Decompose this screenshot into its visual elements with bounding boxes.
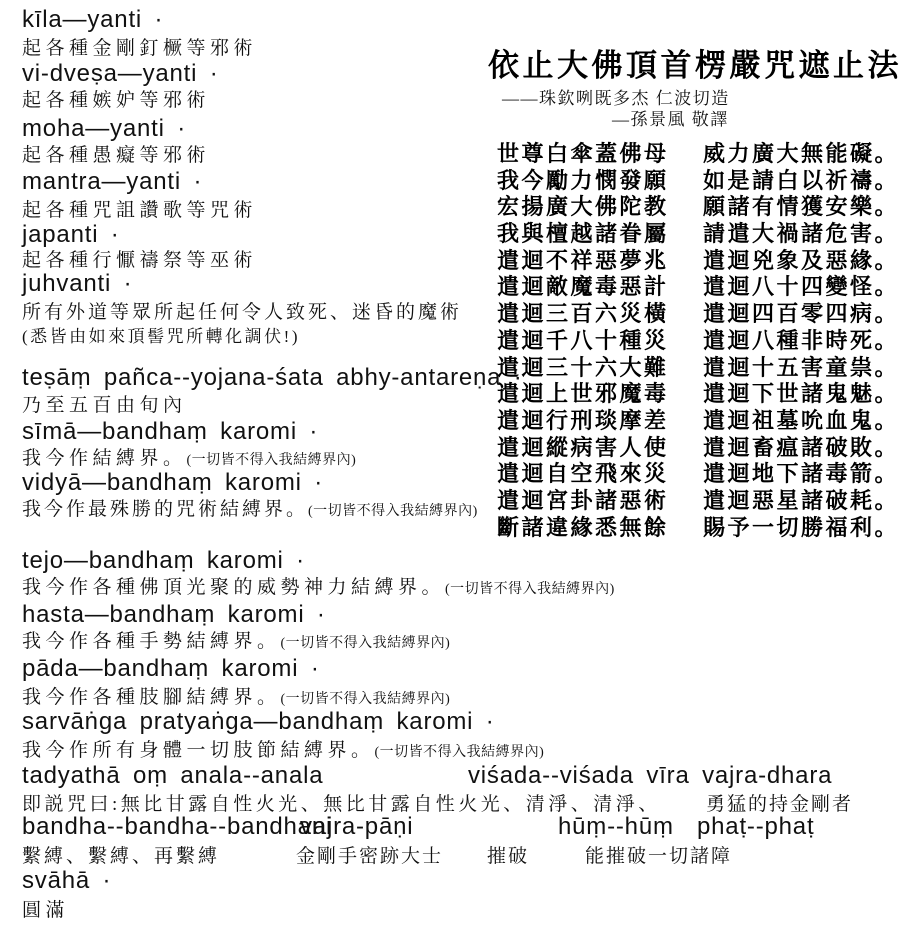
page-title: 依止大佛頂首楞嚴咒遮止法 xyxy=(488,48,902,83)
chinese-translation-line: 起各種愚癡等邪術 xyxy=(22,145,211,166)
verse-line: 威力廣大無能礙。 xyxy=(703,141,900,166)
chinese-translation-line xyxy=(22,494,478,521)
chinese-translation-line: 起各種咒詛讚歌等咒術 xyxy=(22,200,258,221)
verse-line: 遣迴惡星諸破耗。 xyxy=(703,487,900,513)
verse-line: 遣迴十五害童祟。 xyxy=(703,354,900,380)
sanskrit-line: sīmā—bandhaṃ karomi · xyxy=(22,418,319,445)
translation-main: 我今作各種手勢結縛界。 xyxy=(22,631,281,652)
chinese-translation-line: 所有外道等眾所起任何令人致死、迷昏的魔術 xyxy=(22,302,463,323)
chinese-translation-line: 起各種金剛釘橛等邪術 xyxy=(22,38,258,59)
verse-line: 遣迴八十四變怪。 xyxy=(703,274,900,300)
sanskrit-line: vidyā—bandhaṃ karomi · xyxy=(22,469,324,496)
verse-line: 宏揚廣大佛陀教 xyxy=(497,194,669,220)
sanskrit-line: juhvanti · xyxy=(22,270,133,297)
chinese-translation-line: 勇猛的持金剛者 xyxy=(706,794,854,815)
verse-line: 遣迴不祥惡夢兆 xyxy=(497,247,669,273)
author-line: ——珠欽咧既多杰 仁波切造 xyxy=(502,89,730,108)
sanskrit-line: svāhā · xyxy=(22,867,112,894)
translation-main: 我今作結縛界。 xyxy=(22,448,187,469)
verse-line: 如是請白以祈禱。 xyxy=(703,167,900,193)
chinese-note-line: (悉皆由如來頂髻咒所轉化調伏!) xyxy=(22,327,300,346)
translation-main: 我今作所有身體一切肢節結縛界。 xyxy=(22,740,375,761)
translation-paren: (一切皆不得入我結縛界內) xyxy=(445,582,615,597)
mantra-segment: bandha--bandha--bandhani xyxy=(22,813,333,840)
translation-paren: (一切皆不得入我結縛界內) xyxy=(308,504,478,519)
verse-line: 遣迴上世邪魔毒 xyxy=(497,381,669,407)
verse-line: 遣迴八種非時死。 xyxy=(703,327,900,353)
translation-main: 我今作最殊勝的咒術結縛界。 xyxy=(22,499,309,520)
translation-paren: (一切皆不得入我結縛界內) xyxy=(280,692,451,707)
mantra-segment: phaṭ--phaṭ xyxy=(697,813,815,840)
verse-line: 遣迴敵魔毒惡計 xyxy=(497,274,669,300)
translation-main: 我今作各種佛頂光聚的威勢神力結縛界。 xyxy=(22,577,446,598)
verse-line: 斷諸違緣悉無餘 xyxy=(497,514,669,540)
verse-line: 遣迴千八十種災 xyxy=(497,327,669,353)
chinese-translation-line: 起各種行懨禱祭等巫術 xyxy=(22,250,258,271)
verse-line: 遣迴四百零四病。 xyxy=(703,301,900,327)
verse-line: 遣迴自空飛來災 xyxy=(497,461,669,487)
translation-main: 我今作各種肢腳結縛界。 xyxy=(22,687,281,708)
chinese-translation-segment: 能摧破一切諸障 xyxy=(585,846,733,867)
verse-line: 遣迴宮卦諸惡術 xyxy=(497,487,669,513)
chinese-translation-line xyxy=(22,682,450,709)
sanskrit-line: tejo—bandhaṃ karomi · xyxy=(22,547,305,574)
mantra-segment: tadyathā oṃ anala--anala xyxy=(22,762,324,789)
sanskrit-line: hasta—bandhaṃ karomi · xyxy=(22,601,326,628)
chinese-translation-segment: 金剛手密跡大士 xyxy=(296,846,444,867)
sanskrit-line: japanti · xyxy=(22,221,120,248)
chinese-translation-line: 起各種嫉妒等邪術 xyxy=(22,90,211,111)
translation-paren: (一切皆不得入我結縛界內) xyxy=(374,745,545,760)
chinese-translation-line: 圓滿 xyxy=(22,900,70,921)
verse-line: 遣迴兇象及惡緣。 xyxy=(703,247,900,273)
sanskrit-line: moha—yanti · xyxy=(22,115,186,142)
chinese-translation-segment: 繫縛、繫縛、再繫縛 xyxy=(22,846,221,867)
verse-line: 我今勵力憫發願 xyxy=(497,167,669,193)
verse-line: 賜予一切勝福利。 xyxy=(703,514,900,540)
sanskrit-line: vi-dveṣa—yanti · xyxy=(22,60,219,87)
sanskrit-line: sarvāṅga pratyaṅga—bandhaṃ karomi · xyxy=(22,708,495,735)
chinese-translation-line xyxy=(22,443,356,470)
chinese-translation-line xyxy=(22,626,450,653)
mantra-segment: hūṃ--hūṃ xyxy=(558,813,674,840)
verse-line: 願諸有情獲安樂。 xyxy=(703,194,900,220)
verse-line: 遣迴下世諸鬼魅。 xyxy=(703,381,900,407)
chinese-translation-line: 乃至五百由旬內 xyxy=(22,395,187,416)
sanskrit-line: teṣāṃ pañca--yojana-śata abhy-antareṇa · xyxy=(22,364,523,391)
verse-line: 遣迴畜瘟諸破敗。 xyxy=(703,434,900,460)
verse-line: 遣迴縱病害人使 xyxy=(497,434,669,460)
translator-line: —孫景風 敬譯 xyxy=(612,110,729,129)
verse-line: 遣迴地下諸毒箭。 xyxy=(703,461,900,487)
verse-line: 遣迴三百六災橫 xyxy=(497,301,669,327)
mantra-segment: viśada--viśada vīra vajra-dhara xyxy=(468,762,833,789)
sanskrit-line: pāda—bandhaṃ karomi · xyxy=(22,655,320,682)
verse-column-right xyxy=(703,141,899,541)
translation-paren: (一切皆不得入我結縛界內) xyxy=(186,453,357,468)
chinese-translation-segment: 摧破 xyxy=(487,846,530,867)
chinese-translation-line xyxy=(22,572,615,599)
chinese-translation-line xyxy=(22,735,544,762)
verse-line: 我與檀越諸眷屬 xyxy=(497,221,669,247)
sanskrit-line: kīla—yanti · xyxy=(22,6,164,33)
verse-line: 請遣大禍諸危害。 xyxy=(703,221,900,247)
mantra-segment: vajra-pāṇi xyxy=(300,813,414,840)
verse-line: 世尊白傘蓋佛母 xyxy=(497,141,669,166)
translation-paren: (一切皆不得入我結縛界內) xyxy=(280,636,451,651)
sanskrit-line: mantra—yanti · xyxy=(22,168,203,195)
chinese-translation-line: 即説咒曰:無比甘露自性火光、無比甘露自性火光、清淨、清淨、 xyxy=(22,794,661,815)
verse-line: 遣迴祖墓吮血鬼。 xyxy=(703,407,900,433)
verse-line: 遣迴三十六大難 xyxy=(497,354,669,380)
verse-column-left xyxy=(497,141,669,541)
verse-line: 遣迴行刑琰摩差 xyxy=(497,407,669,433)
